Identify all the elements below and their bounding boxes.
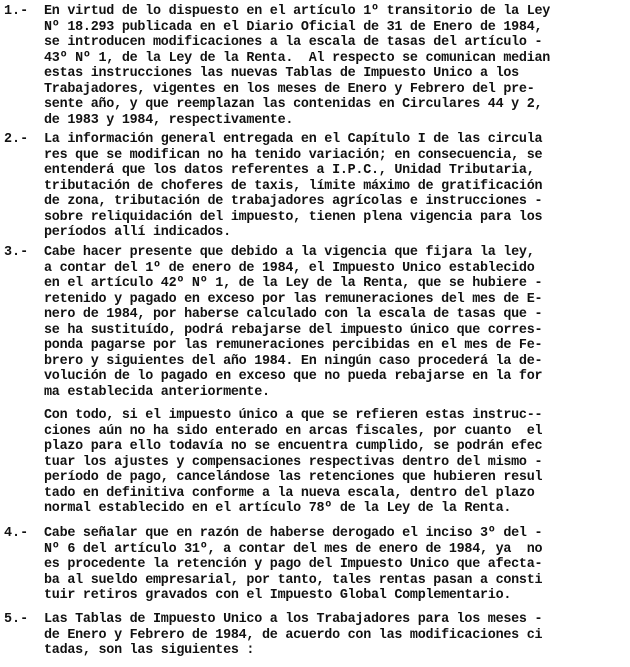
text-line: es procedente la retención y pago del Impuesto Unico que afecta- — [44, 557, 543, 572]
paragraph — [44, 612, 624, 659]
text-line: sente año, y que reemplazan las contenidas en Circulares 44 y 2, — [44, 97, 543, 112]
text-line: plazo para ello todavía no se encuentra cumplido, se podrán efec — [44, 439, 543, 454]
text-line: ponda pagarse por las remuneraciones percibidas en el mes de Fe- — [44, 338, 543, 353]
item-number: 2.- — [4, 132, 29, 147]
text-line: Las Tablas de Impuesto Unico a los Trabajadores para los meses - — [44, 612, 543, 627]
paragraph — [44, 4, 624, 128]
item-number: 3.- — [4, 245, 29, 260]
text-line: tuir retiros gravados con el Impuesto Global Complementario. — [44, 588, 512, 603]
text-line: tributación de choferes de taxis, límite máximo de gratificación — [44, 178, 543, 194]
text-line: se introducen modificaciones a la escala de tasas del artículo - — [44, 35, 543, 50]
text-line: tuar los ajustes y compensaciones respectivas dentro del mismo - — [44, 454, 543, 470]
text-line: entenderá que los datos referentes a I.P.C., Unidad Tributaria, — [44, 163, 535, 178]
text-line: de 1983 y 1984, respectivamente. — [44, 112, 294, 128]
text-line: Cabe hacer presente que debido a la vigencia que fijara la ley, — [44, 245, 535, 260]
text-line: La información general entregada en el Capítulo I de las circula — [44, 132, 543, 147]
text-line: volución de lo pagado en exceso que no pueda rebajarse en la for — [44, 369, 543, 384]
text-line: retenido y pagado en exceso por las remuneraciones del mes de E- — [44, 291, 543, 307]
text-line: período de pago, cancelándose las retenciones que hubieren resul — [44, 470, 543, 485]
text-line: tadas, son las siguientes : — [44, 643, 255, 658]
paragraph — [44, 132, 624, 241]
text-line: se ha sustituído, podrá rebajarse del impuesto único que corres- — [44, 322, 543, 338]
text-line: Nº 18.293 publicada en el Diario Oficial de 31 de Enero de 1984, — [44, 19, 543, 35]
text-line: sobre reliquidación del impuesto, tienen plena vigencia para los — [44, 209, 543, 225]
item-number: 4.- — [4, 526, 29, 541]
text-line: res que se modifican no ha tenido variación; en consecuencia, se — [44, 147, 543, 163]
text-line: 43º Nº 1, de la Ley de la Renta. Al respecto se comunican median — [44, 50, 551, 66]
text-line: brero y siguientes del año 1984. En ningún caso procederá la de- — [44, 353, 543, 369]
item-number: 5.- — [4, 612, 29, 627]
paragraph — [44, 408, 624, 517]
text-line: estas instrucciones las nuevas Tablas de Impuesto Unico a los — [44, 66, 519, 81]
text-line: en el artículo 42º Nº 1, de la Ley de la Renta, que se hubiere - — [44, 276, 543, 291]
text-line: normal establecido en el artículo 78º de la Ley de la Renta. — [44, 501, 512, 516]
paragraph — [44, 526, 624, 604]
text-line: períodos allí indicados. — [44, 225, 231, 240]
text-line: nero de 1984, por haberse calculado con la escala de tasas que - — [44, 307, 543, 322]
text-line: Cabe señalar que en razón de haberse derogado el inciso 3º del - — [44, 526, 543, 541]
text-line: ciones aún no ha sido enterado en arcas fiscales, por cuanto el — [44, 423, 543, 439]
text-line: Con todo, si el impuesto único a que se refieren estas instruc-- — [44, 408, 543, 423]
text-line: En virtud de lo dispuesto en el artículo 1º transitorio de la Ley — [44, 4, 551, 19]
text-line: a contar del 1º de enero de 1984, el Impuesto Unico establecido — [44, 260, 535, 276]
text-line: tado en definitiva conforme a la nueva escala, dentro del plazo — [44, 485, 535, 501]
paragraph — [44, 245, 624, 400]
text-line: de Enero y Febrero de 1984, de acuerdo con las modificaciones ci — [44, 627, 543, 643]
text-line: Trabajadores, vigentes en los meses de Enero y Febrero del pre- — [44, 81, 535, 97]
text-line: de zona, tributación de trabajadores agrícolas e instrucciones - — [44, 194, 543, 209]
text-line: ma establecida anteriormente. — [44, 384, 270, 400]
item-number: 1.- — [4, 4, 29, 19]
text-line: Nº 6 del artículo 31º, a contar del mes de enero de 1984, ya no — [44, 541, 543, 557]
text-line: ba al sueldo empresarial, por tanto, tales rentas pasan a consti — [44, 572, 543, 588]
